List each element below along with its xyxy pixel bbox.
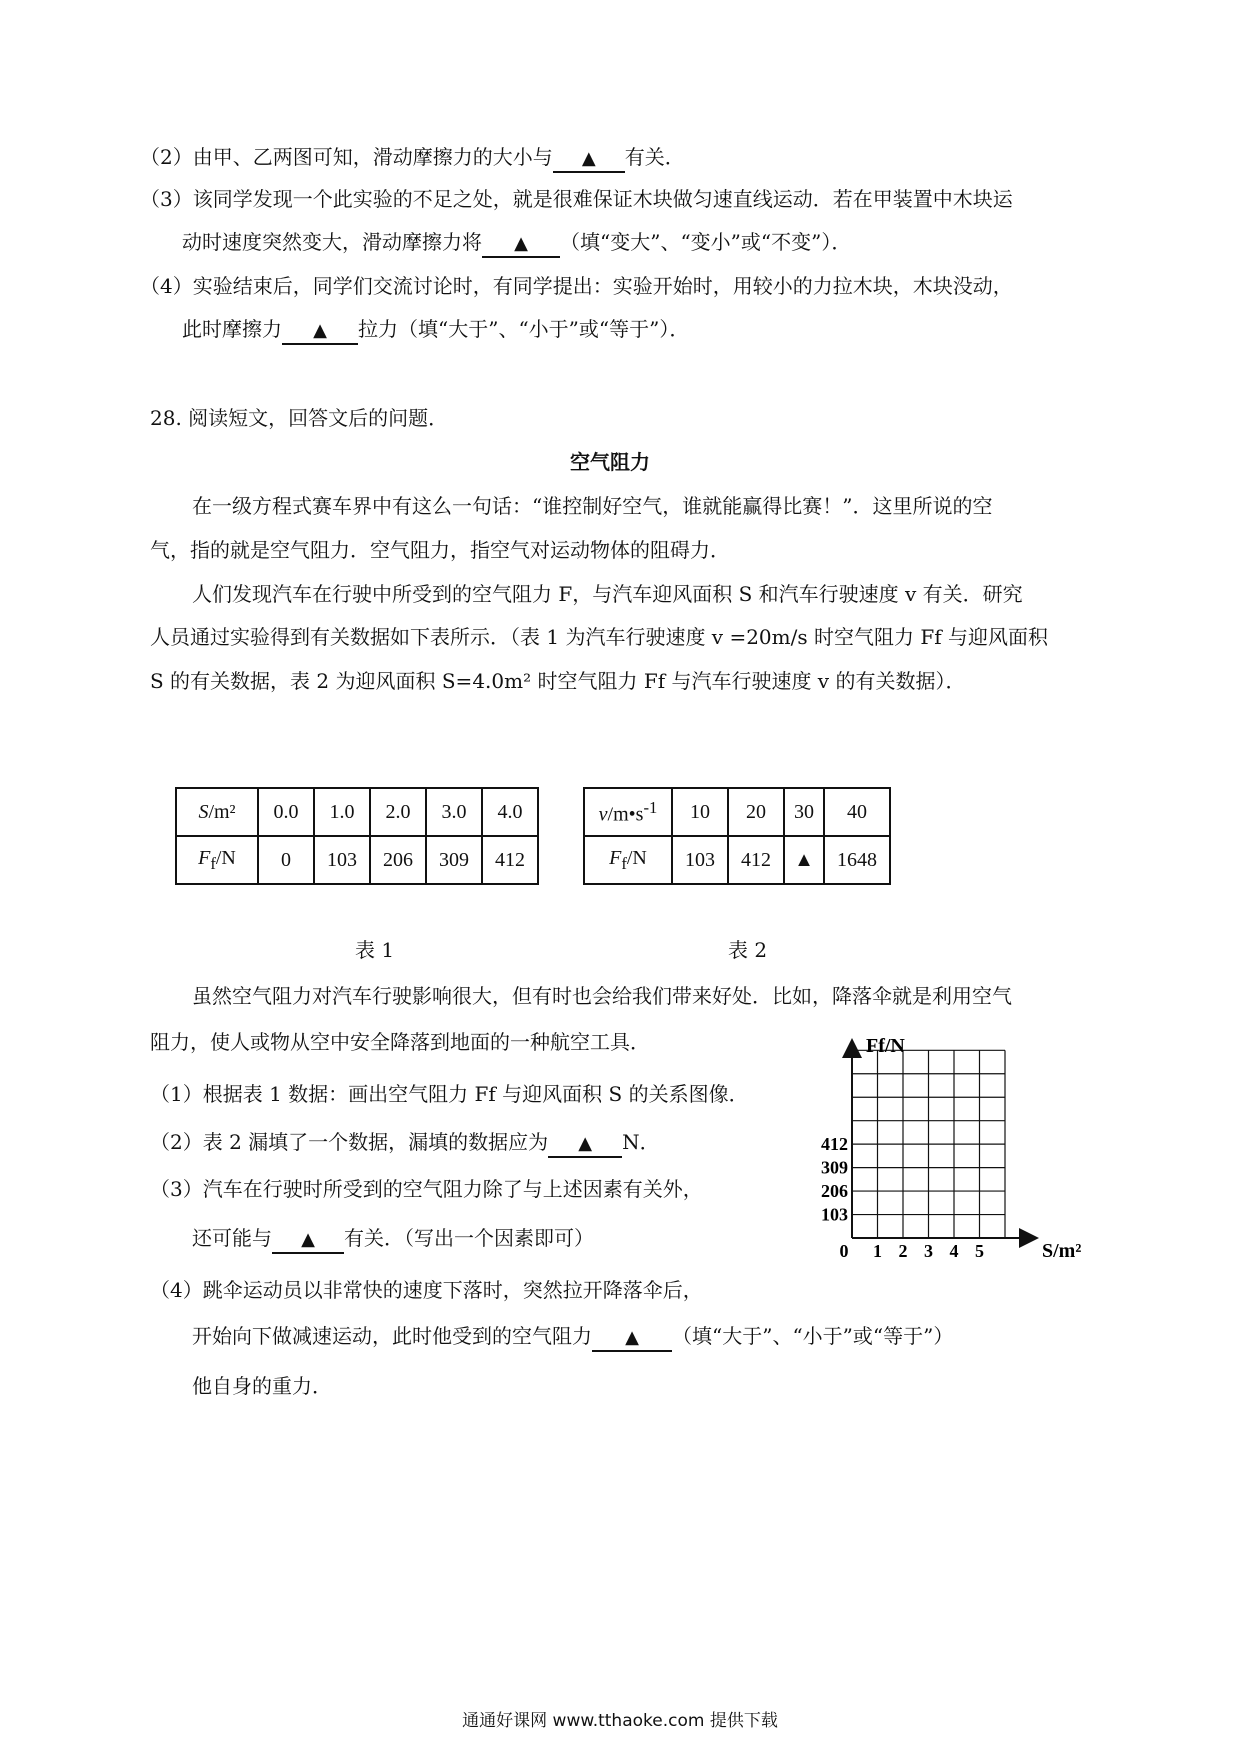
x-tick-label: 4 [949,1241,959,1261]
q27-part4-line2: 此时摩擦力 ▲ 拉力（填“大于”、“小于”或“等于”）． [182,315,689,345]
answer-blank[interactable] [592,1324,672,1352]
q27-part3-line1: （3）该同学发现一个此实验的不足之处，就是很难保证木块做匀速直线运动．若在甲装置中木块运 [140,187,1013,211]
table-cell: 412 [482,836,538,884]
table-row [176,836,538,884]
table-cell: 103 [314,836,370,884]
triangle-mark: ▲ [578,1133,593,1154]
triangle-mark: ▲ [625,1327,639,1348]
y-tick-label: 103 [821,1204,848,1225]
sub-question-4-line3: 他自身的重力． [192,1374,332,1398]
triangle-mark: ▲ [313,320,327,341]
y-axis-label: Ff/N [866,1035,905,1057]
y-tick-labels [821,1134,848,1224]
table-cell: 0 [258,836,314,884]
table-cell: $F_f/N$ [176,836,258,884]
x-axis-label: S/m² [1042,1240,1082,1262]
table-cell: 3.0 [426,788,482,836]
x-tick-label: 2 [898,1241,908,1261]
table-2 [583,787,891,885]
sub-question-3-line2: 还可能与 ▲ 有关．（写出一个因素即可） [192,1224,594,1254]
q27-part3-line2: 动时速度突然变大，滑动摩擦力将 ▲ （填“变大”、“变小”或“不变”）． [182,228,851,258]
table-cell: 309 [426,836,482,884]
table-row [584,836,890,884]
table-cell: 206 [370,836,426,884]
table-2-caption: 表 2 [728,938,768,962]
table-cell: 40 [824,788,890,836]
table-cell: 2.0 [370,788,426,836]
x-tick-labels [840,1241,985,1261]
table-cell: 0.0 [258,788,314,836]
sub-question-4-line2: 开始向下做减速运动，此时他受到的空气阻力 ▲ （填“大于”、“小于”或“等于”） [192,1322,953,1352]
table-cell: 20 [728,788,784,836]
paragraph-1-line1: 在一级方程式赛车界中有这么一句话：“谁控制好空气，谁就能赢得比赛！”．这里所说的空 [192,494,993,518]
answer-blank[interactable] [282,317,358,345]
y-tick-label: 206 [821,1181,848,1202]
table-cell: ▲ [784,836,824,884]
article-title: 空气阻力 [570,450,650,474]
q28-intro: 28. 阅读短文，回答文后的问题． [150,406,449,430]
table-cell: 10 [672,788,728,836]
paragraph-2-line3: S 的有关数据，表 2 为迎风面积 S=4.0m² 时空气阻力 Ff 与汽车行驶速度 v 的有关数据）． [150,669,966,693]
table-1 [175,787,539,885]
sub-question-3-line1: （3）汽车在行驶时所受到的空气阻力除了与上述因素有关外， [150,1177,703,1201]
table-cell: 1648 [824,836,890,884]
footer-source: 通通好课网 www.tthaoke.com 提供下载 [462,1711,778,1731]
table-cell: 412 [728,836,784,884]
sub-question-1: （1）根据表 1 数据：画出空气阻力 Ff 与迎风面积 S 的关系图像． [150,1082,749,1106]
table-1-caption: 表 1 [355,938,395,962]
q27-part4-line1: （4）实验结束后，同学们交流讨论时，有同学提出：实验开始时，用较小的力拉木块，木块没动， [140,274,1013,298]
answer-blank[interactable] [553,145,625,173]
q27-part2: （2）由甲、乙两图可知，滑动摩擦力的大小与 ▲ 有关． [140,143,685,173]
answer-blank[interactable] [482,230,560,258]
x-tick-label: 5 [975,1241,984,1261]
paragraph-3-line1: 虽然空气阻力对汽车行驶影响很大，但有时也会给我们带来好处．比如，降落伞就是利用空气 [192,984,1012,1008]
y-tick-label: 309 [821,1157,848,1178]
paragraph-2-line2: 人员通过实验得到有关数据如下表所示．（表 1 为汽车行驶速度 v =20m/s 时空气阻力 Ff 与迎风面积 [150,625,1048,649]
x-tick-label: 1 [873,1241,882,1261]
triangle-mark: ▲ [514,233,528,254]
answer-blank[interactable] [548,1130,622,1158]
answer-blank[interactable] [272,1226,344,1254]
table-cell: S/m² [176,788,258,836]
graph-grid [852,1050,1005,1238]
sub-question-2: （2）表 2 漏填了一个数据，漏填的数据应为 ▲ N． [150,1128,660,1158]
x-tick-label: 3 [924,1241,933,1261]
y-tick-label: 412 [821,1134,848,1155]
table-row [176,788,538,836]
table-row [584,788,890,836]
paragraph-2-line1: 人们发现汽车在行驶中所受到的空气阻力 F，与汽车迎风面积 S 和汽车行驶速度 v 有关．研究 [192,582,1023,606]
table-cell: $F_f/N$ [584,836,672,884]
x-tick-label: 0 [839,1241,849,1261]
paragraph-3-line2: 阻力，使人或物从空中安全降落到地面的一种航空工具． [150,1030,650,1054]
table-cell: 103 [672,836,728,884]
triangle-mark: ▲ [581,148,596,169]
triangle-mark: ▲ [301,1229,315,1250]
paragraph-1-line2: 气，指的就是空气阻力．空气阻力，指空气对运动物体的阻碍力． [150,538,730,562]
blank-graph[interactable] [810,1030,1100,1265]
table-cell: $v/m•s^{-1}$ [584,788,672,836]
table-cell: 4.0 [482,788,538,836]
sub-question-4-line1: （4）跳伞运动员以非常快的速度下落时，突然拉开降落伞后， [150,1278,703,1302]
table-cell: 30 [784,788,824,836]
table-cell: 1.0 [314,788,370,836]
